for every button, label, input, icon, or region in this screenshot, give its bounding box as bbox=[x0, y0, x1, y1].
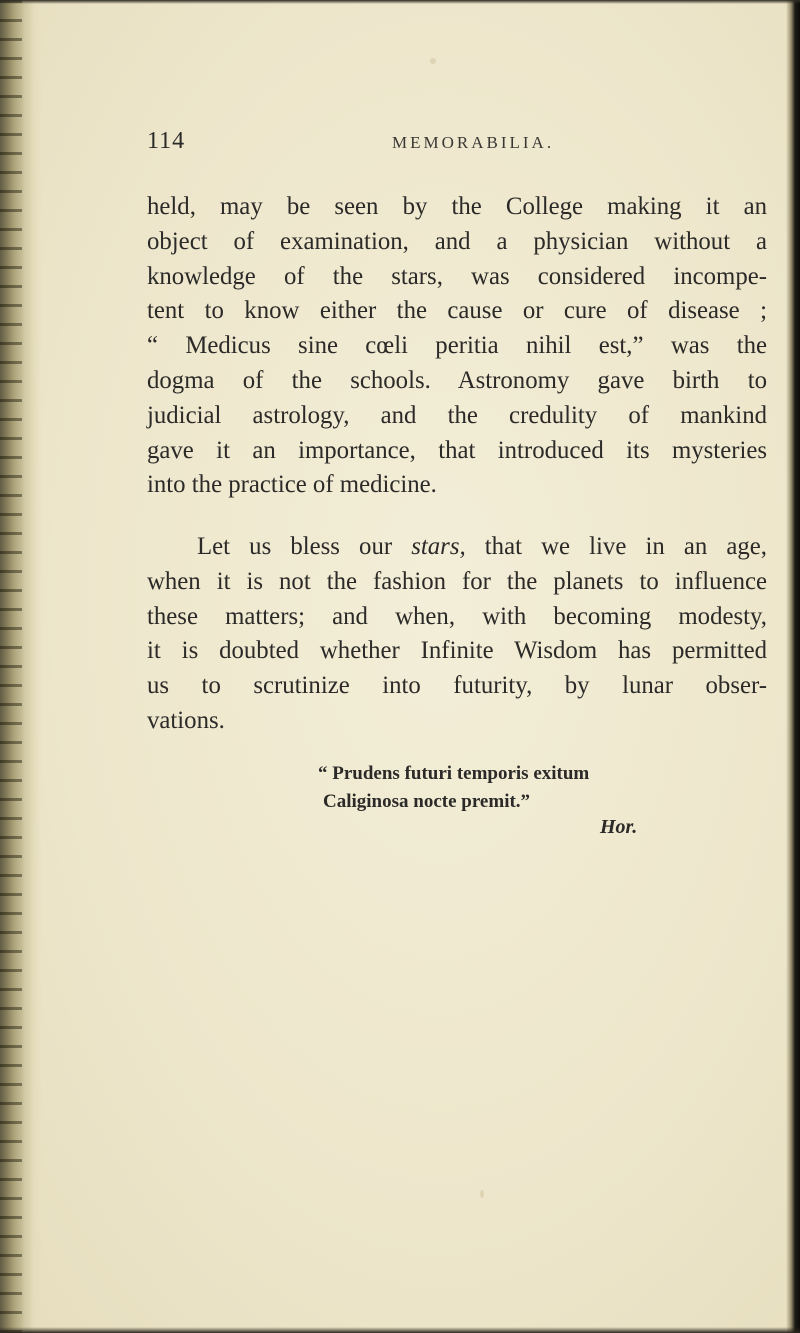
page-right-edge bbox=[786, 0, 800, 1333]
latin-quotation bbox=[318, 760, 638, 816]
page-top-edge bbox=[0, 0, 800, 4]
text-line: held, may be seen by the College making it an bbox=[147, 193, 767, 220]
text-line: gave it an importance, that introduced its mysteries bbox=[147, 436, 767, 464]
paragraph-2 bbox=[147, 530, 767, 739]
text-line: tent to know either the cause or cure of disease ; bbox=[147, 297, 767, 325]
text-line: object of examination, and a physician without a bbox=[147, 227, 767, 255]
text-line: these matters; and when, with becoming modesty, bbox=[147, 602, 767, 630]
text-line: vations. bbox=[147, 706, 225, 734]
emphasized-word: stars, bbox=[411, 533, 466, 560]
binding-edge bbox=[0, 0, 22, 1333]
text-line: it is doubted whether Infinite Wisdom has permitted bbox=[147, 637, 767, 665]
paper-stain bbox=[430, 58, 436, 64]
text-line: judicial astrology, and the credulity of mankind bbox=[147, 401, 767, 429]
paper-stain bbox=[480, 1190, 484, 1198]
page-header bbox=[147, 128, 617, 162]
quotation-attribution: Hor. bbox=[600, 816, 638, 838]
text-line: when it is not the fashion for the planets to influence bbox=[147, 567, 767, 595]
text-line bbox=[147, 530, 767, 565]
quotation-line: Caliginosa nocte premit.” bbox=[323, 791, 531, 812]
text-line: into the practice of medicine. bbox=[147, 471, 437, 499]
text-line: “ Medicus sine cœli peritia nihil est,” was the bbox=[147, 332, 767, 360]
page-bottom-edge bbox=[0, 1327, 800, 1333]
text-segment: that we live in an age, bbox=[465, 533, 767, 560]
page-number: 114 bbox=[147, 128, 186, 154]
text-line: knowledge of the stars, was considered incompe- bbox=[147, 262, 767, 290]
quotation-line: “ Prudens futuri temporis exitum bbox=[318, 763, 590, 784]
text-line: us to scrutinize into futurity, by lunar obser- bbox=[147, 672, 767, 700]
text-segment: Let us bless our bbox=[197, 533, 412, 560]
running-title: MEMORABILIA. bbox=[392, 133, 555, 152]
text-line: dogma of the schools. Astronomy gave birth to bbox=[147, 366, 767, 394]
paragraph-1 bbox=[147, 190, 767, 503]
